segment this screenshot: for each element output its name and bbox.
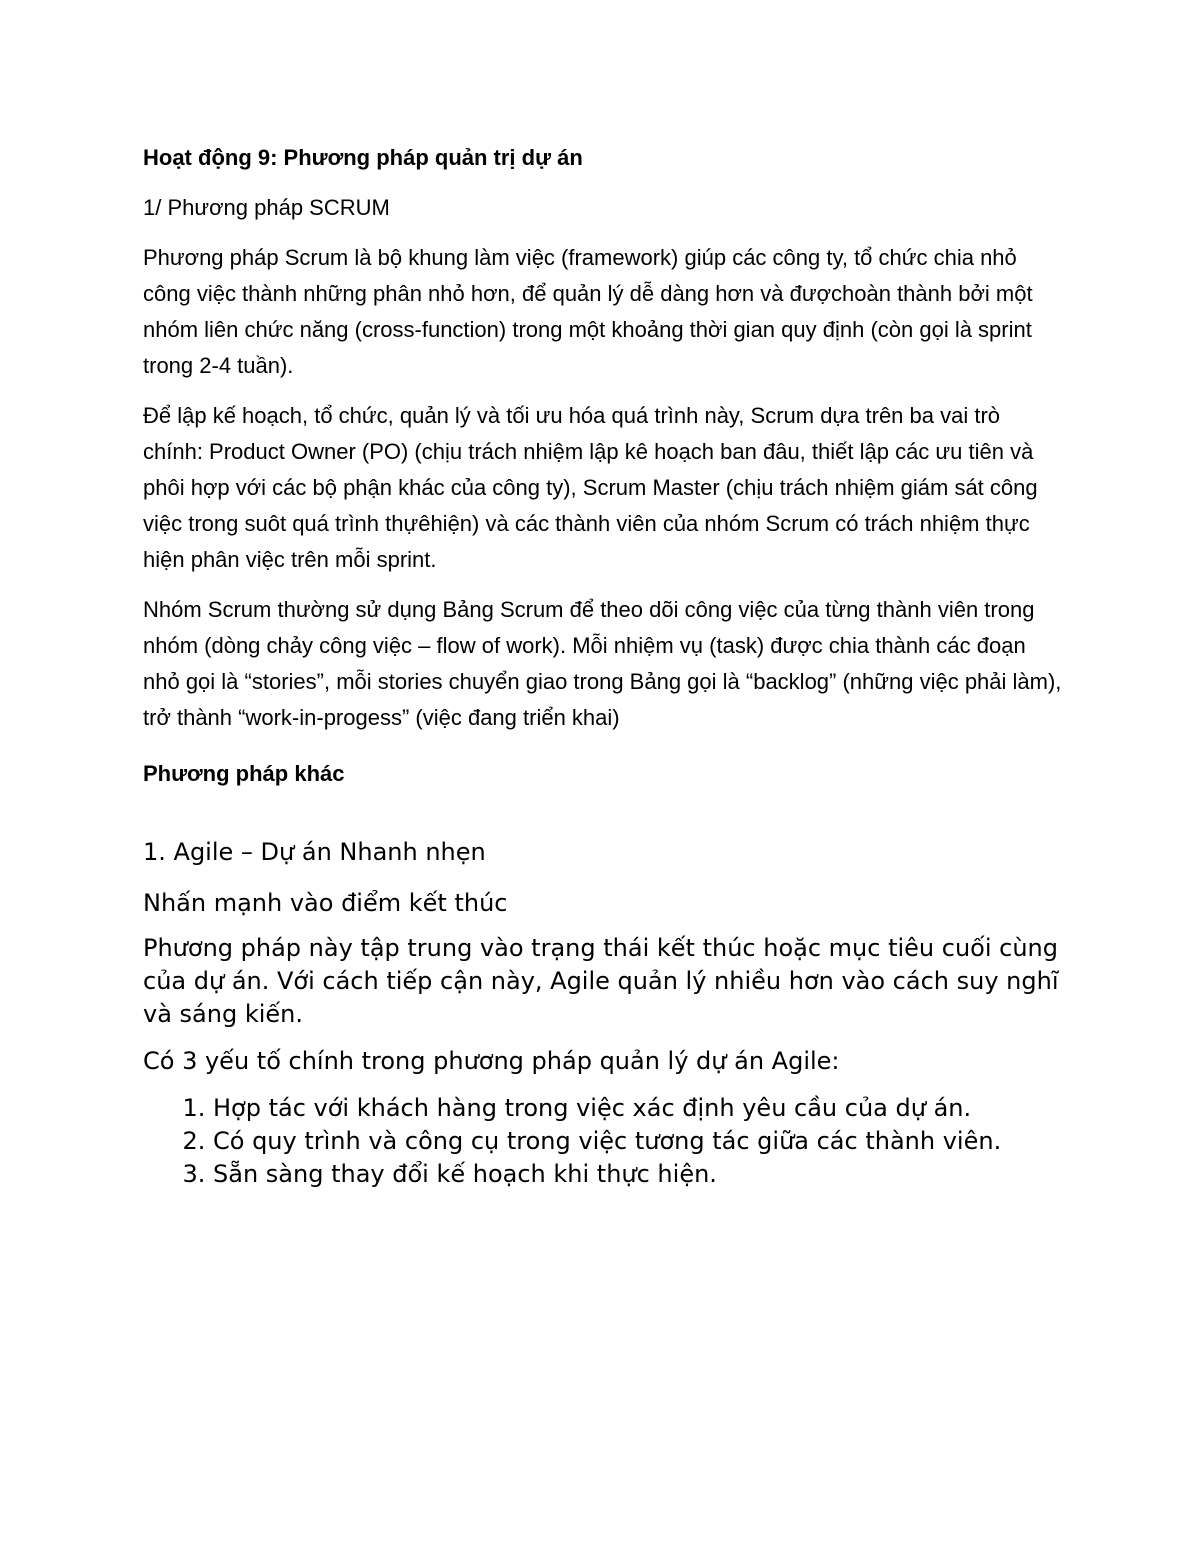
- scrum-paragraph-2: Để lập kế hoạch, tổ chức, quản lý và tối ưu hóa quá trình này, Scrum dựa trên ba vai trò chính: Product Owner (PO) (chịu trách nhiệm lập kê hoạch ban đâu, thiết lập các ưu tiên và phôi hợp với các bộ phận khác của công ty), Scrum Master (chịu trách nhiệm giám sát công việc trong suôt quá trình thựêhiện) và các thành viên của nhóm Scrum có trách nhiệm thực hiện phân việc trên mỗi sprint.: [143, 403, 1038, 572]
- agile-paragraph: Phương pháp này tập trung vào trạng thái kết thúc hoặc mục tiêu cuối cùng của dự án. Với cách tiếp cận này, Agile quản lý nhiều hơn vào cách suy nghĩ và sáng kiến.: [143, 934, 1059, 1028]
- agile-list-lead: Có 3 yếu tố chính trong phương pháp quản lý dự án Agile:: [143, 1047, 840, 1075]
- agile-subheading: Nhấn mạnh vào điểm kết thúc: [143, 889, 508, 917]
- agile-factors-list: [143, 1092, 1063, 1191]
- other-methods-heading: Phương pháp khác: [143, 761, 345, 786]
- document-title: Hoạt động 9: Phương pháp quản trị dự án: [143, 145, 583, 170]
- list-item: 3. Sẵn sàng thay đổi kế hoạch khi thực hiện.: [213, 1158, 1063, 1191]
- list-item: 1. Hợp tác với khách hàng trong việc xác định yêu cầu của dự án.: [213, 1092, 1063, 1125]
- scrum-paragraph-1: Phương pháp Scrum là bộ khung làm việc (framework) giúp các công ty, tổ chức chia nhỏ công việc thành những phân nhỏ hơn, để quản lý dễ dàng hơn và đượchoàn thành bởi một nhóm liên chức năng (cross-function) trong một khoảng thời gian quy định (còn gọi là sprint trong 2-4 tuần).: [143, 245, 1033, 378]
- scrum-heading: 1/ Phương pháp SCRUM: [143, 195, 390, 220]
- document-body: [143, 140, 1063, 1191]
- agile-heading: 1. Agile – Dự án Nhanh nhẹn: [143, 838, 486, 866]
- scrum-paragraph-3: Nhóm Scrum thường sử dụng Bảng Scrum để theo dõi công việc của từng thành viên trong nhóm (dòng chảy công việc – flow of work). Mỗi nhiệm vụ (task) được chia thành các đoạn nhỏ gọi là “stories”, mỗi stories chuyển giao trong Bảng gọi là “backlog” (những việc phải làm), trở thành “work-in-progess” (việc đang triển khai): [143, 597, 1062, 730]
- list-item: 2. Có quy trình và công cụ trong việc tương tác giữa các thành viên.: [213, 1125, 1063, 1158]
